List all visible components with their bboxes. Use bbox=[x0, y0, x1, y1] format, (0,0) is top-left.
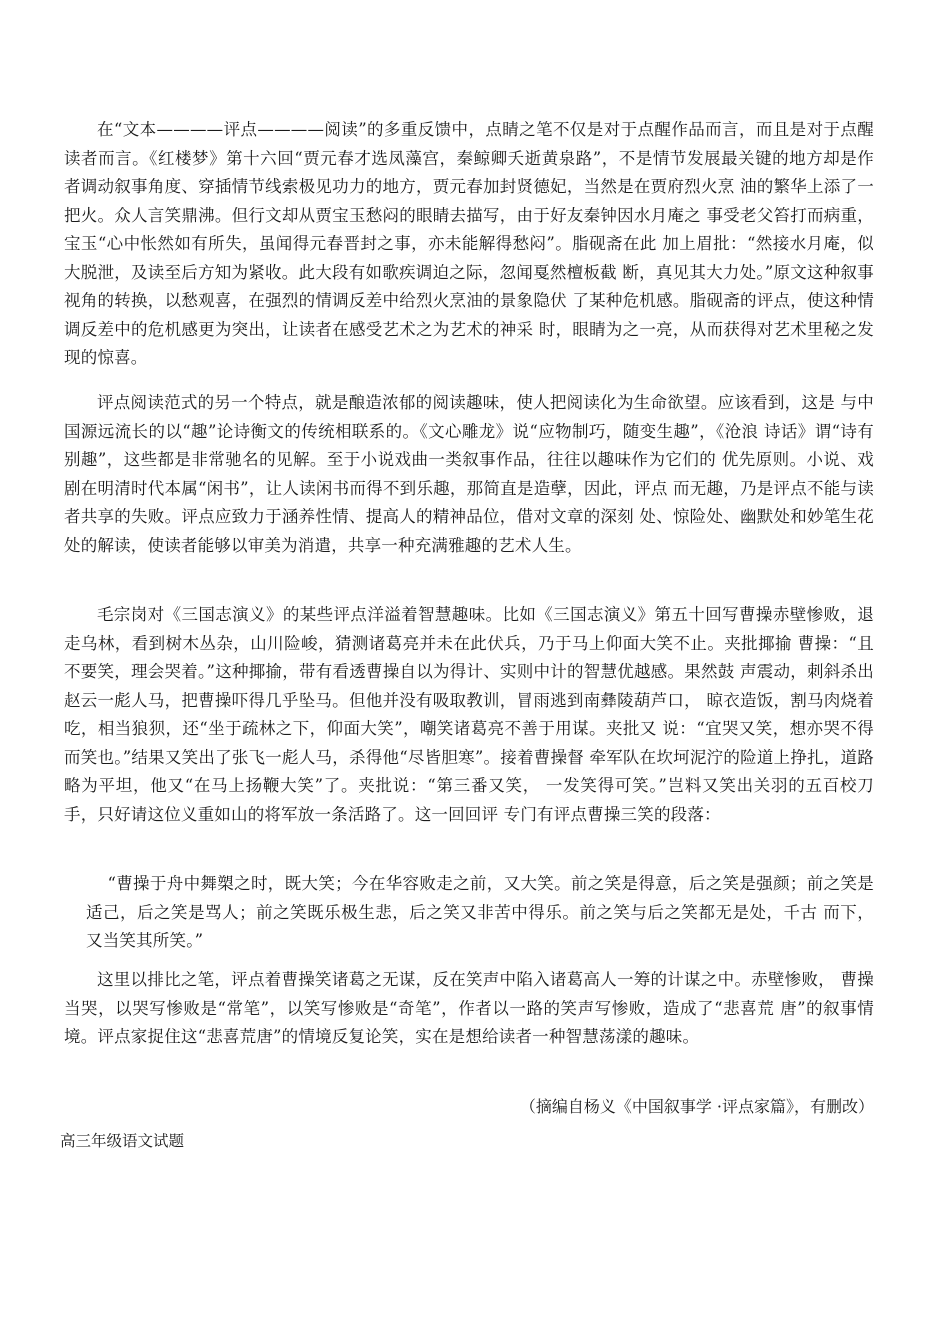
page-footer: 高三年级语文试题 bbox=[60, 1132, 185, 1150]
quotation-paragraph: “曹操于舟中舞槊之时，既大笑；今在华容败走之前，又大笑。前之笑是得意，后之笑是强颜；前之笑是适己，后之笑是骂人；前之笑既乐极生悲，后之笑又非苦中得乐。前之笑与后之笑都无是处，千古 而下，又当笑其所笑。” bbox=[86, 874, 874, 950]
source-citation: （摘编自杨义《中国叙事学 ·评点家篇》，有删改） bbox=[519, 1097, 874, 1116]
paragraph-1: 在“文本————评点————阅读”的多重反馈中，点睛之笔不仅是对于点醒作品而言，而且是对于点醒读者而言。《红楼梦》第十六回“贾元春才选凤藻宫，秦鲸卿夭逝黄泉路”，不是情节发展最关键的地方却是作者调动叙事角度、穿插情节线索极见功力的地方，贾元春加封贤德妃，当然是在贾府烈火烹 油的繁华上添了一把火。众人言笑鼎沸。但行文却从贾宝玉愁闷的眼睛去描写，由于好友秦钟因水月庵之 事受老父笞打而病重，宝玉“心中怅然如有所失，虽闻得元春晋封之事，亦未能解得愁闷”。脂砚斋在此 加上眉批：“然接水月庵，似大脱泄，及读至后方知为紧收。此大段有如歌疾调迫之际，忽闻戛然檀板截 断，真见其大力处。”原文这种叙事视角的转换，以愁观喜，在强烈的情调反差中给烈火烹油的景象隐伏 了某种危机感。脂砚斋的评点，使这种情调反差中的危机感更为突出，让读者在感受艺术之为艺术的神采 时，眼睛为之一亮，从而获得对艺术里秘之发现的惊喜。 bbox=[64, 120, 874, 367]
paragraph-5: 这里以排比之笔，评点着曹操笑诸葛之无谋，反在笑声中陷入诸葛高人一筹的计谋之中。赤壁惨败， 曹操当哭，以哭写惨败是“常笔”，以笑写惨败是“奇笔”，作者以一路的笑声写惨败，造成了“悲喜荒 唐”的叙事情境。评点家捉住这“悲喜荒唐”的情境反复论笑，实在是想给读者一种智慧荡漾的趣味。 bbox=[64, 970, 874, 1046]
paragraph-3: 毛宗岗对《三国志演义》的某些评点洋溢着智慧趣味。比如《三国志演义》第五十回写曹操赤壁惨败，退走乌林，看到树木丛杂，山川险峻，猜测诸葛亮并未在此伏兵，乃于马上仰面大笑不止。夹批揶揄 曹操：“且不要笑，理会哭着。”这种揶揄，带有看透曹操自以为得计、实则中计的智慧优越感。果然鼓 声震动，刺斜杀出赵云一彪人马，把曹操吓得几乎坠马。但他并没有吸取教训，冒雨逃到南彝陵葫芦口， 晾衣造饭，割马肉烧着吃，相当狼狈，还“坐于疏林之下，仰面大笑”，嘲笑诸葛亮不善于用谋。夹批又 说：“宜哭又笑，想亦哭不得而笑也。”结果又笑出了张飞一彪人马，杀得他“尽皆胆寒”。接着曹操督 牵军队在坎坷泥泞的险道上挣扎，道路略为平坦，他又“在马上扬鞭大笑”了。夹批说：“第三番又笑， 一发笑得可笑。”岂料又笑出关羽的五百校刀手，只好请这位义重如山的将军放一条活路了。这一回回评 专门有评点曹操三笑的段落： bbox=[64, 605, 874, 824]
paragraph-2: 评点阅读范式的另一个特点，就是酿造浓郁的阅读趣味，使人把阅读化为生命欲望。应该看到，这是 与中国源远流长的以“趣”论诗衡文的传统相联系的。《文心雕龙》说“应物制巧，随变生趣”，《沧浪 诗话》谓“诗有别趣”，这些都是非常驰名的见解。至于小说戏曲一类叙事作品，往往以趣味作为它们的 优先原则。小说、戏剧在明清时代本属“闲书”，让人读闲书而得不到乐趣，那简直是造孽，因此，评点 而无趣，乃是评点不能与读者共享的失败。评点应致力于涵养性情、提高人的精神品位，借对文章的深刻 处、惊险处、幽默处和妙笔生花处的解读，使读者能够以审美为消遣，共享一种充满雅趣的艺术人生。 bbox=[64, 393, 874, 555]
